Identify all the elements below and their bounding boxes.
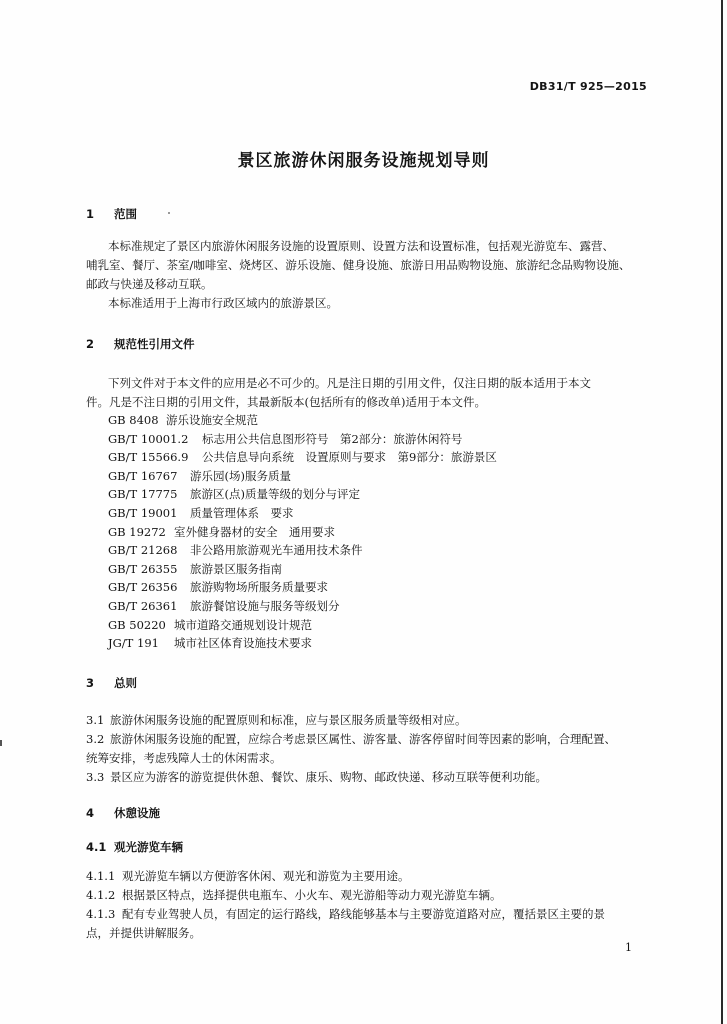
reference-title: 游乐设施安全规范 [166,413,258,427]
document-title: 景区旅游休闲服务设施规划导则 [237,151,490,171]
sec2-intro-line1: 下列文件对于本文件的应用是必不可少的。凡是注日期的引用文件，仅注日期的版本适用于本文 [108,376,591,390]
clause-4-1-3-line2: 点，并提供讲解服务。 [86,926,201,940]
reference-title: 非公路用旅游观光车通用技术条件 [190,543,363,558]
reference-item [108,616,312,634]
clause-4-1-3-text: 配有专业驾驶人员，有固定的运行路线，路线能够基本与主要游览道路对应，覆括景区主要的景 [122,907,605,921]
clause-3-2-text: 旅游休闲服务设施的配置，应综合考虑景区属性、游客量、游客停留时间等因素的影响，合理配置、 [110,732,616,746]
reference-code: GB/T 21268 [108,543,178,558]
reference-code: GB/T 19001 [108,506,178,520]
reference-code: GB/T 16767 [108,468,178,483]
reference-title: 城市道路交通规划设计规范 [174,617,312,632]
clause-3-3 [86,768,547,786]
reference-code: GB/T 10001.2 [108,431,189,446]
section-1-title: 范围 [114,207,137,221]
clause-4-1-1 [86,867,410,885]
reference-title: 公共信息导向系统 设置原则与要求 第9部分：旅游景区 [202,450,497,465]
clause-3-1-text: 旅游休闲服务设施的配置原则和标准，应与景区服务质量等级相对应。 [110,713,467,727]
reference-item [108,560,282,578]
section-4-title: 休憩设施 [114,806,160,820]
reference-code: GB/T 17775 [108,487,178,502]
section-3-heading [86,674,137,692]
reference-code: GB/T 26355 [108,561,178,576]
clause-4-1-3-number: 4.1.3 [86,907,116,921]
reference-title: 旅游区(点)质量等级的划分与评定 [190,487,360,502]
section-2-number: 2 [86,337,95,351]
reference-item [108,411,258,429]
section-4-heading [86,804,160,822]
section-1-number: 1 [86,207,95,221]
clause-3-2-line1 [86,730,616,748]
clause-4-1-3-line1 [86,905,605,923]
clause-4-1-1-number: 4.1.1 [86,869,116,883]
reference-title: 质量管理体系 要求 [190,506,294,520]
reference-item [108,597,340,615]
reference-code: GB/T 26361 [108,599,178,613]
sec1-para1-line3: 邮政与快递及移动互联。 [86,277,213,291]
reference-title: 室外健身器材的安全 通用要求 [174,524,335,539]
section-2-title: 规范性引用文件 [114,337,195,351]
sec1-para1-line2: 哺乳室、餐厅、茶室/咖啡室、烧烤区、游乐设施、健身设施、旅游日用品购物设施、旅游纪念品购物设施、 [86,258,631,272]
reference-title: 旅游购物场所服务质量要求 [190,580,328,595]
section-2-heading [86,335,195,353]
sec2-intro-line2: 件。凡是不注日期的引用文件，其最新版本(包括所有的修改单)适用于本文件。 [86,395,486,409]
reference-title: 旅游景区服务指南 [190,561,282,576]
clause-3-2-line2: 统筹安排，考虑残障人士的休闲需求。 [86,751,282,765]
clause-3-1 [86,711,467,729]
clause-3-2-number: 3.2 [86,732,105,746]
reference-item [108,634,312,652]
subsection-4-1-number: 4.1 [86,840,107,854]
section-1-heading [86,205,137,223]
reference-item [108,467,291,485]
sec1-para1-line1: 本标准规定了景区内旅游休闲服务设施的设置原则、设置方法和设置标准，包括观光游览车、露营、 [108,239,614,253]
clause-4-1-2-number: 4.1.2 [86,888,116,902]
margin-mark [0,740,2,746]
subsection-4-1-title: 观光游览车辆 [114,840,183,854]
reference-code: GB/T 26356 [108,580,178,595]
clause-3-3-number: 3.3 [86,770,105,784]
reference-item [108,541,363,559]
reference-title: 城市社区体育设施技术要求 [174,636,312,651]
page-number: 1 [625,941,632,954]
subsection-4-1-heading [86,838,183,856]
reference-item [108,448,497,466]
section-3-number: 3 [86,676,95,690]
clause-4-1-2 [86,886,502,904]
reference-code: GB/T 15566.9 [108,450,189,465]
reference-code: GB 8408 [108,413,159,427]
clause-3-3-text: 景区应为游客的游览提供休憩、餐饮、康乐、购物、邮政快递、移动互联等便利功能。 [110,770,547,784]
standard-number: DB31/T 925—2015 [529,80,647,93]
reference-item [108,430,462,448]
reference-item [108,485,360,503]
reference-title: 旅游餐馆设施与服务等级划分 [190,599,340,613]
reference-code: GB 50220 [108,617,166,632]
scan-speck [168,212,170,214]
reference-code: GB 19272 [108,524,166,539]
section-3-title: 总则 [114,676,137,690]
section-4-number: 4 [86,806,95,820]
clause-3-1-number: 3.1 [86,713,105,727]
clause-4-1-2-text: 根据景区特点，选择提供电瓶车、小火车、观光游船等动力观光游览车辆。 [122,888,502,902]
reference-title: 标志用公共信息图形符号 第2部分：旅游休闲符号 [202,431,463,446]
reference-code: JG/T 191 [108,636,159,651]
sec1-para2: 本标准适用于上海市行政区域内的旅游景区。 [108,296,338,310]
reference-item [108,578,328,596]
reference-item [108,523,335,541]
reference-title: 游乐园(场)服务质量 [190,468,291,483]
clause-4-1-1-text: 观光游览车辆以方便游客休闲、观光和游览为主要用途。 [122,869,410,883]
reference-item [108,504,294,522]
